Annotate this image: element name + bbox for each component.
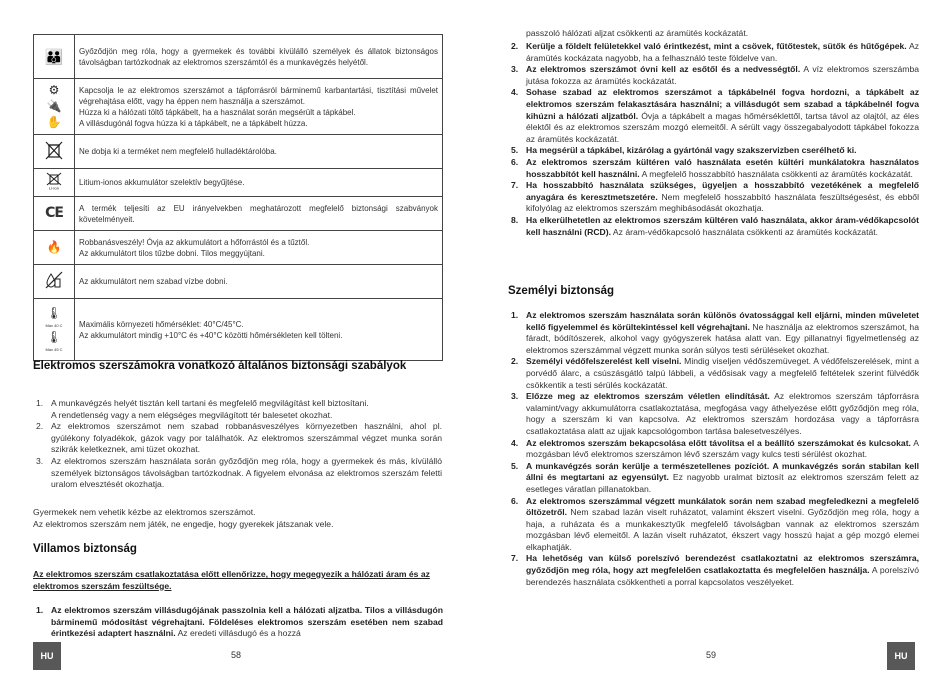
- text-line: Maximális környezeti hőmérséklet: 40°C/45°C.: [79, 319, 244, 329]
- table-cell-text: Ne dobja ki a terméket nem megfelelő hulladéktárolóba.: [75, 135, 443, 169]
- text-line: Az akkumulátort mindig +10°C és +40°C közötti hőmérsékleten kell tölteni.: [79, 330, 343, 340]
- bold-text: Előzze meg az elektromos szerszám véletlen elindítását.: [526, 391, 770, 402]
- general-rules-list: [36, 398, 442, 491]
- bold-text: Személyi védőfelszerelést kell viselni.: [526, 356, 682, 367]
- li-ion-caption: Li-Ion: [48, 185, 60, 190]
- list-item: [511, 180, 919, 215]
- children-note: [33, 507, 443, 530]
- bold-text: Az elektromos szerszámmal végzett munkálatok során nem szabad megfeledkezni a megfelelő öltözetről.: [526, 495, 919, 518]
- text-line: Gyermekek nem vehetik kézbe az elektromos szerszámot.: [33, 507, 256, 517]
- text-line: Az akkumulátort tilos tűzbe dobni. Tilos meggyújtani.: [79, 248, 265, 258]
- bold-text: A munkavégzés során kerülje a természetellenes pozíciót. A munkavégzés során stabilan kell állni és megtartani az egyensúlyt.: [526, 460, 919, 483]
- table-row: [34, 79, 443, 135]
- item-number: 2.: [511, 356, 519, 367]
- text-line: A víz elektromos szerszámba jutása fokozza az áramütés kockázatát.: [526, 64, 920, 86]
- page-number: 58: [231, 650, 242, 660]
- text-line: Az elektromos szerszám tápforrásra valamint/vagy akkumulátorra csatlakoztatása, megfogása vagy áthelyezése előtt győződjön meg róla, hogy a szerszám ki van kapcsolva. Az elektromos szerszám hordozása vagy a tápforrásra csatlakoztatása alatt az ujjak kapcsológombon tartása balesetveszélyes.: [526, 391, 919, 436]
- ce-mark-text: CE: [45, 204, 63, 221]
- list-item: [36, 398, 442, 421]
- item-number: 5.: [511, 145, 519, 156]
- personal-safety-list: [511, 310, 919, 588]
- table-row: [34, 299, 443, 361]
- electric-list-continued: [511, 41, 919, 238]
- table-cell-text: [75, 231, 443, 265]
- text-line: Az áram-védőkapcsoló használata csökkenti az áramütés kockázatát.: [611, 226, 879, 237]
- fire-hazard-icon: 🔥: [34, 231, 75, 265]
- temp-caption: Max 45 C: [45, 347, 63, 352]
- text-line: Az elektromos szerszámot nem szabad robbanásveszélyes környezetben használni, ahol pl. gyúlékony folyadékok, gázok vagy por találhatók. Az elektromos szerszámmal végzet munka során szikrák keletkeznek, ami tüzet okozhat.: [51, 421, 442, 455]
- li-ion-bin-icon: [34, 169, 75, 197]
- table-row: [34, 231, 443, 265]
- table-row: [34, 35, 443, 79]
- bold-text: Az elektromos szerszám villásdugójának passzolnia kell a hálózati aljzatba. Tilos a villásdugón bárminemű módosítást végrehajtani. Földeléses elektromos szerszám esetében nem szabad érintkezési adaptert használni.: [51, 605, 443, 639]
- item-number: 2.: [36, 421, 44, 432]
- bold-text: Ha elkerülhetetlen az elektromos szerszám kültéren való használata, akkor áram-védőkapcsolót kell használni (RCD).: [526, 214, 919, 237]
- item-number: 4.: [511, 87, 519, 98]
- maintenance-unplug-icon: ⚙ 🔌 ✋: [34, 79, 75, 135]
- table-row: [34, 135, 443, 169]
- bold-text: Az elektromos szerszám használata során különös óvatossággal kell eljárni, minden műveletet kellő figyelemmel és körültekintéssel kell végrehajtani.: [526, 310, 919, 332]
- language-badge: HU: [33, 642, 61, 670]
- text-line: A munkavégzés helyét tisztán kell tartani és megfelelő megvilágítást kell biztosítani.: [51, 398, 369, 408]
- table-row: [34, 197, 443, 231]
- text-line: A mozgásban lévő elektromos szerszámon lévő szerszám vagy kulcs testi sérülést okozhat.: [526, 437, 919, 460]
- item-number: 6.: [511, 495, 519, 506]
- right-page: [475, 0, 950, 674]
- temperature-icon: 🌡 Max 40 C 🌡 Max 45 C: [34, 299, 75, 361]
- table-cell-text: [75, 299, 443, 361]
- list-item: [511, 461, 919, 496]
- bold-text: Az elektromos szerszám bekapcsolása előtt távolítsa el a beállító szerszámokat és kulcsokat.: [526, 437, 911, 448]
- bold-text: Ha hosszabbító használata szükséges, ügyeljen a hosszabbító vezetékének a megfelelő anyagára és keresztmetszetére.: [526, 180, 919, 202]
- text-line: Nem szabad lazán viselt ruházatot, valamint ékszert viselni. Győződjön meg róla, hogy a haja, a ruházata és a munkakesztyűk megfelelő távolságban vannak az elektromos szerszám mozgásban lévő elemeitől. A lazán viselt ruházatot, ékszert vagy hosszú hajat a gép mozgó elemei elkaphatják.: [526, 507, 919, 552]
- text-line: Mindig viseljen védőszemüveget. A védőfelszerelések, mint a porvédő álarc, a csúszásgátló talpú lábbeli, a védősisak vagy a megfelelő feltételek szerint fülvédők csökkentik a testi sérülés kockázatát.: [526, 356, 919, 390]
- list-item: [511, 438, 919, 461]
- table-cell-text: Győződjön meg róla, hogy a gyermekek és további kívülálló személyek és állatok biztonságos távolságban tartózkodnak az elektromos szerszámtól és a munkavégzés helyétől.: [75, 35, 443, 79]
- crossed-bin-icon: [34, 135, 75, 169]
- list-item: [36, 456, 442, 491]
- electric-list: [36, 605, 443, 640]
- page-number: 59: [706, 650, 717, 660]
- item-number: 7.: [511, 180, 519, 191]
- bold-text: Ha lehetőség van külső porelszívó berendezést csatlakoztatni az elektromos szerszámra, győződjön meg róla, hogy azt megfelelően csatlakoztatta és megfelelően használja.: [526, 553, 919, 576]
- text-line: Nem megfelelő hosszabbító használata feszültségesést, és ebből kifolyólag az elektromos szerszám meghibásodását okozhatja.: [526, 191, 919, 214]
- bold-text: Ha megsérül a tápkábel, kizárólag a gyártónál vagy szakszervizben cserélhető ki.: [526, 145, 857, 156]
- text-line: Robbanásveszély! Óvja az akkumulátort a hőforrástól és a tűztől.: [79, 237, 310, 247]
- item-number: 3.: [511, 391, 519, 402]
- list-item: [511, 496, 919, 554]
- item-number: 3.: [511, 64, 519, 75]
- table-cell-text: Litium-ionos akkumulátor szelektív begyűjtése.: [75, 169, 443, 197]
- text-line: A porelszívó berendezés használata csökkentheti a porral kapcsolatos veszélyeket.: [526, 565, 919, 587]
- table-cell-text: A termék teljesíti az EU irányelvekben meghatározott megfelelő biztonsági szabványok követelményeit.: [75, 197, 443, 231]
- text-line: A megfelelő hosszabbító használata csökkenti az áramütés kockázatát.: [639, 168, 913, 179]
- text-line: Kapcsolja le az elektromos szerszámot a tápforrásról bárminemű karbantartási, tisztítási művelet végrehajtása előtt, vagy ha éppen nem használja a szerszámot.: [79, 85, 438, 106]
- text-line: Óvja a tápkábelt a magas hőmérséklettől, tartsa távol az olajtól, az éles élektől és az elektromos szerszám mozgó elemeitől. A sérült vagy összegabalyodott tápkábel fokozza az áramütés kockázatát.: [526, 110, 919, 144]
- list-item: [511, 41, 919, 64]
- table-row: [34, 265, 443, 299]
- ce-mark-icon: [34, 197, 75, 231]
- list-item: [511, 87, 919, 145]
- bold-text: Az elektromos szerszám kültéren való használata esetén kültéri munkálatokra használatos hosszabbítót kell használni.: [526, 156, 919, 179]
- table-cell-text: [75, 79, 443, 135]
- item-number: 2.: [511, 41, 519, 51]
- text-line: Az elektromos szerszám használata során győződjön meg róla, hogy a gyermekek és más, kívülálló személyek biztonságos távolságban tartózkodnak. A figyelem elvonása az elektromos szerszám feletti uralom elvesztését okozhatja.: [51, 455, 442, 490]
- item-number: 5.: [511, 460, 519, 471]
- text-line: Az elektromos szerszám nem játék, ne engedje, hogy gyerekek játszanak vele.: [33, 518, 334, 529]
- item-number: 7.: [511, 553, 519, 564]
- list-item: [36, 421, 442, 456]
- section-title-personal: Személyi biztonság: [508, 285, 615, 297]
- safety-symbols-table: [33, 34, 443, 361]
- child-safety-icon: 👪: [34, 35, 75, 79]
- list-item: [511, 391, 919, 437]
- text-line: Húzza ki a hálózati töltő tápkábelt, ha a használat során megsérült a tápkábel.: [79, 107, 356, 117]
- list-item: [511, 553, 919, 588]
- item-number: 3.: [36, 455, 44, 466]
- no-water-icon: [34, 265, 75, 299]
- list-item: [36, 605, 443, 640]
- list-item: [511, 215, 919, 238]
- text-line: Az eredeti villásdugó és a hozzá: [175, 628, 301, 639]
- continued-text: passzoló hálózati aljzat csökkenti az áramütés kockázatát.: [526, 28, 749, 38]
- section-title-general: Elektromos szerszámokra vonatkozó általános biztonsági szabályok: [33, 360, 407, 372]
- bold-text: Kerülje a földelt felületekkel való érintkezést, mint a csövek, fűtőtestek, sütők és hűtőgépek.: [526, 41, 907, 51]
- list-item: [511, 157, 919, 180]
- text-line: A villásdugónál fogva húzza ki a tápkábelt, ne a tápkábelt húzza.: [79, 118, 308, 128]
- text-line: Ez nagyobb uralmat biztosít az elektromos szerszám felett az esetleges váratlan pillanatokban.: [526, 472, 920, 494]
- item-number: 1.: [511, 310, 519, 320]
- bold-text: Az elektromos szerszámot óvni kell az esőtől és a nedvességtől.: [526, 64, 801, 75]
- list-item: [511, 356, 919, 391]
- language-badge: HU: [887, 642, 915, 670]
- item-number: 8.: [511, 214, 519, 225]
- bold-text: Sohase szabad az elektromos szerszámot a tápkábelnél fogva hordozni, a tápkábelt az elektromos szerszám felakasztására használni; a villásdugót sem szabad a tápkábelnél fogva kihúzni a hálózati aljzatból.: [526, 87, 919, 121]
- item-number: 1.: [36, 605, 44, 615]
- text-line: A rendetlenség vagy a nem elégséges megvilágított tér balesetet okozhat.: [51, 409, 333, 420]
- text-line: Az áramütés kockázata nagyobb, ha a felhasználó teste földelve van.: [526, 41, 919, 63]
- text-line: Ne használja az elektromos szerszámot, ha fáradt, bódítószerek, alkohol vagy gyógyszerek hatása alatt van. Egy pillanatnyi figyelmetlenség az elektromos szerszámmal végzett munka során súlyos testi sérüléseket okozhat.: [526, 321, 919, 355]
- temp-caption: Max 40 C: [45, 323, 63, 328]
- list-item: [511, 310, 919, 356]
- table-row: [34, 169, 443, 197]
- item-number: 4.: [511, 437, 519, 448]
- table-cell-text: Az akkumulátort nem szabad vízbe dobni.: [75, 265, 443, 299]
- item-number: 1.: [36, 398, 44, 408]
- electric-intro: Az elektromos szerszám csatlakoztatása előtt ellenőrizze, hogy megegyezik a hálózati áram és az elektromos szerszám feszültsége.: [33, 569, 430, 591]
- section-title-electric: Villamos biztonság: [33, 543, 137, 555]
- list-item: [511, 145, 919, 157]
- list-item: [511, 64, 919, 87]
- item-number: 6.: [511, 156, 519, 167]
